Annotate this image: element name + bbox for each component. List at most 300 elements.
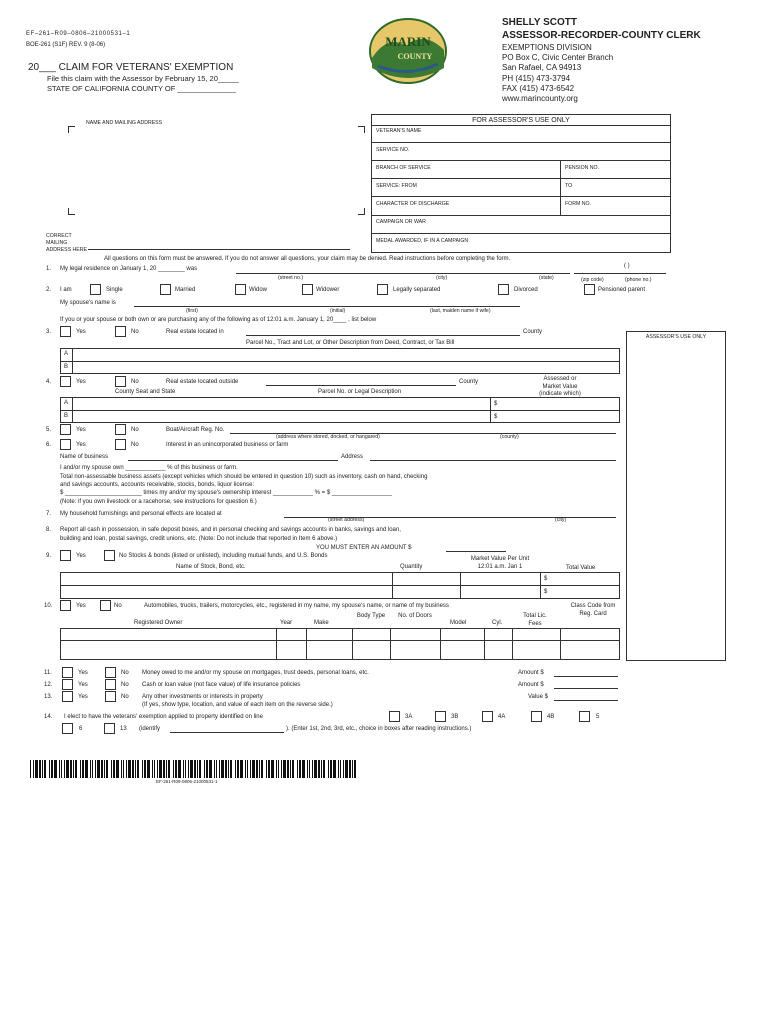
barcode-bar <box>126 760 127 778</box>
q4-row-b: B <box>64 413 69 419</box>
q8-amount-input[interactable] <box>446 551 506 552</box>
barcode-bar <box>225 760 227 778</box>
corner-mark <box>68 126 75 133</box>
spouse-first-label: (first) <box>186 308 198 314</box>
barcode-bar <box>59 760 60 778</box>
business-own: I and/or my spouse own ____________ % of this business or farm. <box>60 465 238 471</box>
barcode-bar <box>354 760 356 778</box>
barcode-bar <box>123 760 124 778</box>
barcode-bar <box>157 760 158 778</box>
widow-checkbox[interactable] <box>235 284 246 295</box>
divorced-checkbox[interactable] <box>498 284 509 295</box>
q10-col-body: Body Type <box>356 613 386 619</box>
q12-text: Cash or loan value (not face value) of life insurance policies <box>142 682 301 688</box>
q9-yes-checkbox[interactable] <box>60 550 71 561</box>
q10-col-doors: No. of Doors <box>398 613 432 619</box>
branch-label: BRANCH OF SERVICE <box>376 165 431 171</box>
barcode-bar <box>318 760 320 778</box>
q11-yes-label: Yes <box>78 670 88 676</box>
enter-choice-text: ). (Enter 1st, 2nd, 3rd, etc., choice in boxes after reading instructions.) <box>286 726 472 732</box>
official-name: SHELLY SCOTT <box>502 17 578 28</box>
q4-county-label: County <box>459 379 479 385</box>
barcode-bar <box>299 760 301 778</box>
barcode-bar <box>163 760 165 778</box>
business-address-label: Address <box>341 454 364 460</box>
q10-col-model: Model <box>450 620 467 626</box>
q6-yes-label: Yes <box>76 442 86 448</box>
barcode-bar <box>338 760 339 778</box>
barcode-bar <box>190 760 193 778</box>
q9-yes-label: Yes <box>76 553 86 559</box>
q12-yes-checkbox[interactable] <box>62 679 73 690</box>
barcode-bar <box>85 760 88 778</box>
mailing-label: NAME AND MAILING ADDRESS <box>86 120 163 126</box>
barcode-bar <box>330 760 332 778</box>
choice-4b-label: 4B <box>547 714 555 720</box>
pensioned-parent-checkbox[interactable] <box>584 284 595 295</box>
q13-value-label: Value $ <box>528 694 548 700</box>
barcode-bar <box>333 760 336 778</box>
barcode-bar <box>95 760 96 778</box>
q8-line-2: building and loan, postal savings, credit unions, etc. (Note: Do not include that reported in Item 6 above.) <box>60 536 338 542</box>
q6-no-checkbox[interactable] <box>115 439 126 450</box>
q6-number: 6. <box>46 442 52 448</box>
choice-5-label: 5 <box>596 714 600 720</box>
barcode-bar <box>144 760 146 778</box>
barcode-bar <box>247 760 248 778</box>
q10-table <box>60 628 620 660</box>
barcode-bar <box>278 760 279 778</box>
q11-yes-checkbox[interactable] <box>62 667 73 678</box>
choice-4a-box[interactable] <box>482 711 493 722</box>
medal-label: MEDAL AWARDED, IF IN A CAMPAIGN <box>376 238 469 244</box>
identify-label: (identify <box>139 726 161 732</box>
assessor-side-column <box>626 331 726 661</box>
q12-yes-label: Yes <box>78 682 88 688</box>
q7-text: My household furnishings and personal effects are located at <box>60 511 222 517</box>
q12-amount-label: Amount $ <box>518 682 544 688</box>
q8-must: YOU MUST ENTER AN AMOUNT $ <box>316 545 412 551</box>
barcode-bar <box>104 760 105 778</box>
q10-no-checkbox[interactable] <box>100 600 111 611</box>
barcode-bar <box>106 760 108 778</box>
q5-no-label: No <box>131 427 139 433</box>
q10-col-year: Year <box>280 620 293 626</box>
svg-text:MARIN: MARIN <box>385 34 431 49</box>
barcode-bar <box>221 760 224 778</box>
barcode-bar <box>328 760 329 778</box>
corner-mark <box>358 126 365 133</box>
q4-value-header: Assessed or Market Value (indicate which) <box>539 376 581 398</box>
q4-text: Real estate located outside <box>166 379 239 385</box>
barcode-bar <box>90 760 91 778</box>
barcode-bar <box>197 760 198 778</box>
q9-dollar-1: $ <box>544 576 548 582</box>
correct-address-line[interactable] <box>88 249 350 250</box>
barcode-bar <box>271 760 274 778</box>
q3-row-a: A <box>64 351 69 357</box>
q5-no-checkbox[interactable] <box>115 424 126 435</box>
barcode-bar <box>312 760 313 778</box>
barcode-bar <box>343 760 344 778</box>
choice-3b-label: 3B <box>451 714 459 720</box>
phone-input[interactable] <box>574 273 666 274</box>
barcode-bar <box>340 760 341 778</box>
barcode-text: EF-261-R09-0806-21000531-1 <box>156 779 218 784</box>
barcode-bar <box>352 760 353 778</box>
spouse-name-input[interactable] <box>134 306 520 307</box>
q4-no-label: No <box>131 379 139 385</box>
barcode-bar <box>97 760 100 778</box>
q11-amount-input[interactable] <box>554 676 618 677</box>
q7-city-label: (city) <box>555 517 567 523</box>
corner-mark <box>68 208 75 215</box>
q9-name-header: Name of Stock, Bond, etc. <box>176 564 246 570</box>
barcode-bar <box>261 760 263 778</box>
q3-county-input[interactable] <box>246 335 520 336</box>
q4-dollar-b: $ <box>494 414 498 420</box>
choice-3a-label: 3A <box>405 714 413 720</box>
q10-yes-checkbox[interactable] <box>60 600 71 611</box>
barcode-bar <box>183 760 184 778</box>
q10-col-cyl: Cyl. <box>492 620 503 626</box>
q3-yes-label: Yes <box>76 329 86 335</box>
q13-no-label: No <box>121 694 129 700</box>
q9-number: 9. <box>46 553 52 559</box>
barcode-bar <box>268 760 270 778</box>
q11-number: 11. <box>44 670 52 676</box>
q3-no-checkbox[interactable] <box>115 326 126 337</box>
separated-checkbox[interactable] <box>377 284 388 295</box>
choice-13-box[interactable] <box>104 723 115 734</box>
q4-yes-checkbox[interactable] <box>60 376 71 387</box>
q1-text: My legal residence on January 1, 20 ________ was <box>60 266 198 272</box>
barcode-bar <box>256 760 258 778</box>
q4-county-input[interactable] <box>266 385 456 386</box>
barcode-bar <box>147 760 150 778</box>
barcode-bar <box>132 760 134 778</box>
barcode-bar <box>92 760 93 778</box>
q2-number: 2. <box>46 287 52 293</box>
q13-sub: (If yes, show type, location, and value of each item on the reverse side.) <box>142 702 333 708</box>
divorced-label: Divorced <box>514 287 538 293</box>
q5-number: 5. <box>46 427 52 433</box>
widower-label: Widower <box>316 287 340 293</box>
q4-yes-label: Yes <box>76 379 86 385</box>
service-to-label: TO <box>565 183 573 189</box>
barcode-bar <box>175 760 177 778</box>
barcode-bar <box>252 760 255 778</box>
business-calc: $ _______________________ times my and/or my spouse's ownership interest ____________ % = $ __________________ <box>60 490 392 496</box>
single-checkbox[interactable] <box>90 284 101 295</box>
choice-13-label: 13 <box>120 726 127 732</box>
q9-dollar-2: $ <box>544 589 548 595</box>
barcode-bar <box>111 760 112 778</box>
barcode-bar <box>266 760 267 778</box>
identify-input[interactable] <box>170 732 284 733</box>
barcode-bar <box>116 760 119 778</box>
q3-yes-checkbox[interactable] <box>60 326 71 337</box>
service-from-label: SERVICE: FROM <box>376 183 417 189</box>
barcode-bar <box>49 760 50 778</box>
q5-yes-checkbox[interactable] <box>60 424 71 435</box>
barcode-bar <box>42 760 43 778</box>
barcode-bar <box>214 760 215 778</box>
q8-line-1: Report all cash in possession, in safe deposit boxes, and in personal checking and savings accounts in banks, savings and loan, <box>60 527 401 533</box>
barcode-bar <box>154 760 155 778</box>
q11-text: Money owed to me and/or my spouse on mortgages, trust deeds, personal loans, etc. <box>142 670 369 676</box>
barcode-bar <box>54 760 57 778</box>
q13-yes-checkbox[interactable] <box>62 691 73 702</box>
q3-number: 3. <box>46 329 52 335</box>
q14-number: 14. <box>44 714 53 720</box>
q4-row-a: A <box>64 400 69 406</box>
widow-label: Widow <box>249 287 268 293</box>
barcode-bar <box>292 760 294 778</box>
barcode-bar <box>80 760 81 778</box>
zip-label: (zip code) <box>581 277 604 283</box>
q9-qty-header: Quantity <box>400 564 423 570</box>
choice-4b-box[interactable] <box>531 711 542 722</box>
q4-dollar-a: $ <box>494 401 498 407</box>
q10-no-label: No <box>114 603 122 609</box>
q3-row-b: B <box>64 364 69 370</box>
q6-text: Interest in an unincorporated business or farm <box>166 442 289 448</box>
q12-no-label: No <box>121 682 129 688</box>
q10-col-class: Class Code from Reg. Card <box>570 603 616 617</box>
pensioned-parent-label: Pensioned parent <box>598 287 646 293</box>
q12-no-checkbox[interactable] <box>105 679 116 690</box>
barcode-bar <box>276 760 277 778</box>
q13-value-input[interactable] <box>554 700 618 701</box>
discharge-label: CHARACTER OF DISCHARGE <box>376 201 450 207</box>
barcode-bar <box>66 760 69 778</box>
choice-5-box[interactable] <box>579 711 590 722</box>
barcode-bar <box>168 760 170 778</box>
q12-number: 12. <box>44 682 53 688</box>
business-name-input[interactable] <box>128 460 338 461</box>
barcode-bar <box>250 760 251 778</box>
q7-number: 7. <box>46 511 52 517</box>
barcode-bar <box>259 760 260 778</box>
barcode-bar <box>121 760 122 778</box>
barcode-bar <box>302 760 305 778</box>
assessor-use-title: FOR ASSESSOR'S USE ONLY <box>472 117 570 124</box>
q14-text: I elect to have the veterans' exemption applied to property identified on line <box>64 714 263 720</box>
business-address-input[interactable] <box>370 460 616 461</box>
q3-text: Real estate located in <box>166 329 224 335</box>
barcode-bar <box>323 760 325 778</box>
q13-number: 13. <box>44 694 53 700</box>
form-title: 20___ CLAIM FOR VETERANS' EXEMPTION <box>28 62 234 73</box>
barcode-bar <box>237 760 239 778</box>
state-label: (state) <box>539 275 554 281</box>
q12-amount-input[interactable] <box>554 688 618 689</box>
business-note: (Note: if you own livestock or a racehorse, see instructions for question 6.) <box>60 499 257 505</box>
instructions: All questions on this form must be answered. If you do not answer all questions, your claim may be denied. Read instructions before completing the form. <box>104 256 511 262</box>
phone-label: (phone no.) <box>625 277 652 283</box>
barcode-bar <box>188 760 189 778</box>
barcode-bar <box>135 760 136 778</box>
barcode-bar <box>281 760 282 778</box>
q4-seat-label: County Seat and State <box>115 389 176 395</box>
barcode-bar <box>159 760 162 778</box>
business-name-label: Name of business <box>60 454 109 460</box>
boe-code: BOE-261 (S1F) REV. 9 (8-06) <box>26 42 106 48</box>
q7-street-label: (street address) <box>328 517 365 523</box>
barcode-bar <box>44 760 46 778</box>
q13-yes-label: Yes <box>78 694 88 700</box>
q10-number: 10. <box>44 603 53 609</box>
single-label: Single <box>106 287 123 293</box>
q13-no-checkbox[interactable] <box>105 691 116 702</box>
barcode-bar <box>128 760 131 778</box>
barcode-bar <box>51 760 53 778</box>
business-nonassess-1: Total non-assessable business assets (except vehicles which should be entered in question 10) such as inventory, cash on hand, checking <box>60 474 428 480</box>
barcode-bar <box>152 760 153 778</box>
q4-parcel-label: Parcel No. or Legal Description <box>318 389 402 395</box>
q6-no-label: No <box>131 442 139 448</box>
q3-parcel-label: Parcel No., Tract and Lot, or Other Description from Deed, Contract, or Tax Bill <box>246 340 455 346</box>
q11-no-label: No <box>121 670 129 676</box>
q13-text: Any other investments or interests in property <box>142 694 263 700</box>
q10-text: Automobiles, trucks, trailers, motorcycles, etc., registered in my name, my spouse's name, or name of my business <box>144 603 449 609</box>
barcode-bar <box>290 760 291 778</box>
barcode-bar <box>219 760 220 778</box>
q10-col-make: Make <box>314 620 329 626</box>
state-county-text: STATE OF CALIFORNIA COUNTY OF ______________ <box>47 84 236 93</box>
barcode-bar <box>307 760 308 778</box>
barcode-bar <box>199 760 201 778</box>
assessor-side-label: ASSESSOR'S USE ONLY <box>645 334 707 340</box>
barcode-bar <box>73 760 74 778</box>
city-label: (city) <box>436 275 448 281</box>
barcode-bar <box>194 760 196 778</box>
barcode-bar <box>75 760 77 778</box>
q5-where-label: (address where stored, docked, or hangared) <box>276 434 380 440</box>
barcode-bar <box>70 760 72 778</box>
file-by-text: File this claim with the Assessor by February 15, 20_____ <box>47 74 239 83</box>
barcode-bar <box>216 760 217 778</box>
barcode-bar <box>297 760 298 778</box>
barcode-bar <box>314 760 317 778</box>
official-title: ASSESSOR-RECORDER-COUNTY CLERK <box>502 30 701 41</box>
barcode-bar <box>349 760 351 778</box>
q6-yes-checkbox[interactable] <box>60 439 71 450</box>
barcode-bar <box>142 760 143 778</box>
barcode-bar <box>345 760 348 778</box>
office-address: EXEMPTIONS DIVISION PO Box C, Civic Center Branch San Rafael, CA 94913 PH (415) 473-3794 FAX (415) 473-6542 www.marincounty.org <box>502 43 614 104</box>
barcode-bar <box>137 760 139 778</box>
svg-text:COUNTY: COUNTY <box>397 52 433 61</box>
barcode-bar <box>35 760 38 778</box>
barcode-bar <box>166 760 167 778</box>
intro-3: If you or your spouse or both own or are purchasing any of the following as of 12:01 a.m. January 1, 20____ , list below <box>60 317 377 323</box>
business-nonassess-2: and savings accounts, accounts receivable, stocks, bonds, liquor license: <box>60 482 255 488</box>
q5-yes-label: Yes <box>76 427 86 433</box>
barcode-bar <box>235 760 236 778</box>
choice-6-box[interactable] <box>62 723 73 734</box>
barcode-bar <box>228 760 229 778</box>
barcode-bar <box>245 760 246 778</box>
campaign-label: CAMPAIGN OR WAR <box>376 219 426 225</box>
barcode <box>30 760 358 778</box>
barcode-bar <box>173 760 174 778</box>
barcode-bar <box>240 760 243 778</box>
q10-col-owner: Registered Owner <box>134 620 183 626</box>
q3-county-label: County <box>523 329 543 335</box>
spouse-label: My spouse's name is <box>60 300 116 306</box>
widower-checkbox[interactable] <box>302 284 313 295</box>
barcode-bar <box>39 760 41 778</box>
q5-county-label: (county) <box>500 434 519 440</box>
barcode-bar <box>309 760 310 778</box>
q9-mvpu-header: Market Value Per Unit 12:01 a.m. Jan 1 <box>470 556 530 570</box>
choice-3b-box[interactable] <box>435 711 446 722</box>
married-label: Married <box>175 287 196 293</box>
choice-6-label: 6 <box>79 726 83 732</box>
q4-number: 4. <box>46 379 52 385</box>
q9-no-checkbox[interactable] <box>104 550 115 561</box>
corner-mark <box>358 208 365 215</box>
barcode-bar <box>204 760 205 778</box>
barcode-bar <box>209 760 212 778</box>
q2-text: I am <box>60 287 72 293</box>
q11-no-checkbox[interactable] <box>105 667 116 678</box>
barcode-bar <box>113 760 115 778</box>
barcode-bar <box>287 760 289 778</box>
q1-number: 1. <box>46 266 52 272</box>
service-no-label: SERVICE NO. <box>376 147 410 153</box>
veterans-name-label: VETERAN'S NAME <box>376 128 422 134</box>
barcode-bar <box>101 760 103 778</box>
barcode-bar <box>283 760 286 778</box>
phone-paren: ( ) <box>624 263 630 269</box>
residence-input[interactable] <box>236 273 570 274</box>
separated-label: Legally separated <box>393 287 441 293</box>
county-logo <box>366 16 450 86</box>
spouse-initial-label: (initial) <box>330 308 346 314</box>
q11-amount-label: Amount $ <box>518 670 544 676</box>
pension-label: PENSION NO. <box>565 165 600 171</box>
form-code: EF–261–R09–0806–21000531–1 <box>26 31 131 37</box>
barcode-bar <box>185 760 186 778</box>
barcode-bar <box>61 760 62 778</box>
correct-address-label: CORRECT MAILING ADDRESS HERE <box>46 233 87 254</box>
barcode-bar <box>64 760 65 778</box>
q5-text: Boat/Aircraft Reg. No. <box>166 427 225 433</box>
q9-text: No Stocks & bonds (listed or unlisted), including mutual funds, and U.S. Bonds <box>119 553 328 559</box>
choice-4a-label: 4A <box>498 714 506 720</box>
q10-yes-label: Yes <box>76 603 86 609</box>
spouse-last-label: (last, maiden name if wife) <box>430 308 491 314</box>
barcode-bar <box>30 760 31 778</box>
barcode-bar <box>178 760 181 778</box>
form-no-label: FORM NO. <box>565 201 591 207</box>
q10-col-fees: Total Lic. Fees <box>523 613 547 627</box>
barcode-bar <box>206 760 208 778</box>
q4-no-checkbox[interactable] <box>115 376 126 387</box>
choice-3a-box[interactable] <box>389 711 400 722</box>
barcode-bar <box>230 760 232 778</box>
q9-total-header: Total Value <box>566 565 596 571</box>
q3-no-label: No <box>131 329 139 335</box>
married-checkbox[interactable] <box>160 284 171 295</box>
barcode-bar <box>33 760 34 778</box>
barcode-bar <box>321 760 322 778</box>
barcode-bar <box>82 760 84 778</box>
street-no-label: (street no.) <box>278 275 304 281</box>
